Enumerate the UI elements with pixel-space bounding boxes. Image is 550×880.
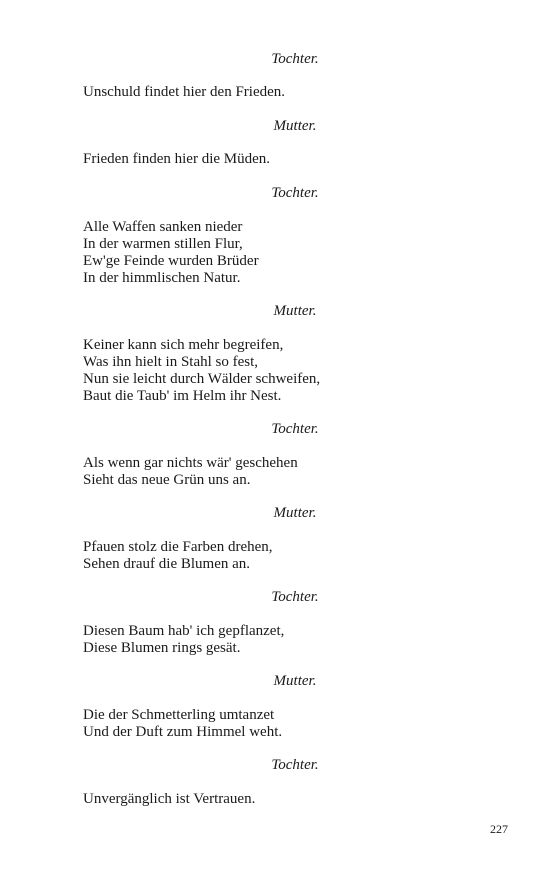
- speaker-label: Mutter.: [273, 118, 317, 134]
- stanza: [83, 455, 298, 489]
- speaker-label: Tochter.: [271, 185, 319, 201]
- verse-line: Keiner kann sich mehr begreifen,: [83, 337, 284, 353]
- verse-line: Alle Waffen sanken nieder: [83, 219, 243, 235]
- speaker-label: Tochter.: [271, 51, 319, 67]
- verse-line: Als wenn gar nichts wär' geschehen: [83, 455, 298, 471]
- verse-line: Sehen drauf die Blumen an.: [83, 556, 251, 572]
- verse-line: Diesen Baum hab' ich gepflanzet,: [83, 623, 285, 639]
- stanza: [83, 337, 320, 405]
- verse-line: Und der Duft zum Himmel weht.: [83, 724, 283, 740]
- stanza: [83, 84, 285, 101]
- verse-line: Nun sie leicht durch Wälder schweifen,: [83, 371, 321, 387]
- verse-line: Baut die Taub' im Helm ihr Nest.: [83, 388, 282, 404]
- verse-line: Ew'ge Feinde wurden Brüder: [83, 253, 259, 269]
- stanza: [83, 707, 282, 741]
- speaker-label: Mutter.: [273, 505, 317, 521]
- verse-line: Sieht das neue Grün uns an.: [83, 472, 251, 488]
- speaker-label: Tochter.: [271, 757, 319, 773]
- page-number: 227: [490, 822, 508, 836]
- speaker-label: Tochter.: [271, 421, 319, 437]
- speaker-label: Mutter.: [273, 303, 317, 319]
- stanza: [83, 791, 255, 808]
- verse-line: Unschuld findet hier den Frieden.: [83, 84, 286, 100]
- stanza: [83, 623, 284, 657]
- verse-line: Diese Blumen rings gesät.: [83, 640, 241, 656]
- speaker-label: Mutter.: [273, 673, 317, 689]
- verse-line: Pfauen stolz die Farben drehen,: [83, 539, 273, 555]
- verse-line: Frieden finden hier die Müden.: [83, 151, 271, 167]
- verse-line: In der warmen stillen Flur,: [83, 236, 243, 252]
- verse-line: Unvergänglich ist Vertrauen.: [83, 791, 256, 807]
- stanza: [83, 219, 259, 287]
- stanza: [83, 151, 270, 168]
- speaker-label: Tochter.: [271, 589, 319, 605]
- stanza: [83, 539, 273, 573]
- verse-line: In der himmlischen Natur.: [83, 270, 241, 286]
- verse-line: Die der Schmetterling umtanzet: [83, 707, 275, 723]
- verse-line: Was ihn hielt in Stahl so fest,: [83, 354, 259, 370]
